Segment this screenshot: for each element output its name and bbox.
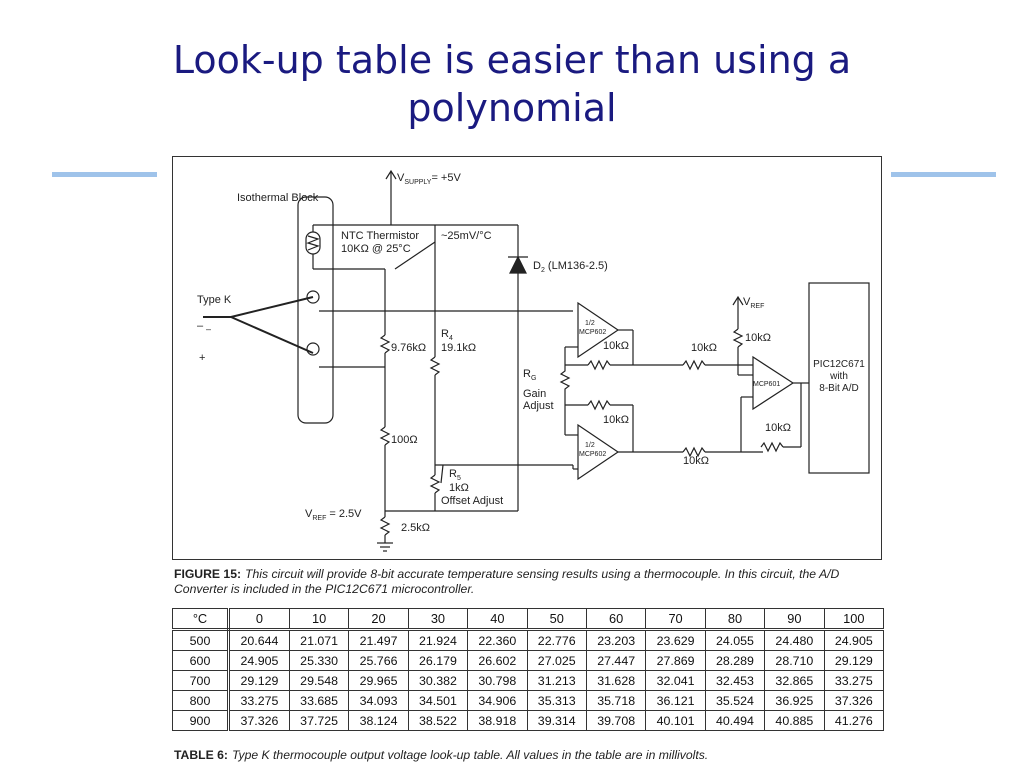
- table-cell: 39.314: [527, 711, 586, 731]
- column-header: 80: [705, 609, 764, 630]
- table-cell: 37.326: [824, 691, 883, 711]
- table-cell: 35.313: [527, 691, 586, 711]
- r10k-in-label: 10kΩ: [691, 342, 717, 354]
- figure-caption: [174, 567, 886, 597]
- table-cell: 40.494: [705, 711, 764, 731]
- column-header: 50: [527, 609, 586, 630]
- row-temperature: 800: [173, 691, 229, 711]
- column-header: 30: [408, 609, 467, 630]
- r10k-low-label: 10kΩ: [683, 455, 709, 467]
- column-header: 90: [765, 609, 824, 630]
- column-header: 20: [349, 609, 408, 630]
- table-cell: 21.497: [349, 630, 408, 651]
- table-cell: 40.885: [765, 711, 824, 731]
- table-cell: 25.766: [349, 651, 408, 671]
- table-cell: 41.276: [824, 711, 883, 731]
- circuit-diagram: [172, 156, 882, 560]
- table-cell: 24.905: [824, 630, 883, 651]
- table-cell: 25.330: [289, 651, 348, 671]
- adjust-label: Adjust: [523, 400, 554, 412]
- table-cell: 37.326: [229, 711, 290, 731]
- slide-title: [0, 36, 1024, 132]
- table-cell: 36.121: [646, 691, 705, 711]
- r4-label: $R_4$: [441, 328, 453, 342]
- pic-label-line-3: 8-Bit A/D: [819, 383, 859, 394]
- table-cell: 29.129: [229, 671, 290, 691]
- isothermal-block-label: Isothermal Block: [237, 192, 319, 204]
- r25k-label: 2.5kΩ: [401, 522, 431, 534]
- r10k-vref-label: 10kΩ: [745, 332, 771, 344]
- table-cell: 38.522: [408, 711, 467, 731]
- pic-label-line-1: PIC12C671: [813, 359, 865, 370]
- column-header: 100: [824, 609, 883, 630]
- pic-label-line-2: with: [830, 371, 848, 382]
- mcp601-label: MCP601: [753, 381, 781, 388]
- table-cell: 26.179: [408, 651, 467, 671]
- table-cell: 38.918: [468, 711, 527, 731]
- table-cell: 38.124: [349, 711, 408, 731]
- table-cell: 27.025: [527, 651, 586, 671]
- table-cell: 21.071: [289, 630, 348, 651]
- ntc-rating-label: 10KΩ @ 25°C: [341, 243, 411, 255]
- slope-label: ~25mV/°C: [441, 230, 492, 242]
- table-caption-label: TABLE 6:: [174, 748, 228, 762]
- table-cell: 29.548: [289, 671, 348, 691]
- d2-label: $D_2$ (LM136-2.5): [533, 260, 608, 274]
- r10k-feedback-label: 10kΩ: [765, 422, 791, 434]
- column-header: 40: [468, 609, 527, 630]
- table-cell: 24.905: [229, 651, 290, 671]
- table-cell: 23.629: [646, 630, 705, 651]
- table-cell: 20.644: [229, 630, 290, 651]
- type-k-label: Type K: [197, 294, 232, 306]
- table-row: [173, 630, 884, 651]
- r5-label: $R_5$: [449, 468, 461, 482]
- table-row: [173, 691, 884, 711]
- row-temperature: 500: [173, 630, 229, 651]
- ntc-thermistor-label: NTC Thermistor: [341, 230, 420, 242]
- table-cell: 35.718: [586, 691, 645, 711]
- opamp-upper-part: MCP602: [579, 329, 607, 336]
- vref-right-label: $V_{REF}$: [743, 296, 765, 310]
- rg-label: $R_G$: [523, 368, 537, 382]
- r5-value-label: 1kΩ: [449, 482, 469, 494]
- table-cell: 24.480: [765, 630, 824, 651]
- opamp-upper-fraction: 1/2: [585, 320, 595, 327]
- right-accent-rule: [890, 172, 996, 177]
- column-header: 60: [586, 609, 645, 630]
- table-header-row: [173, 609, 884, 630]
- table-cell: 35.524: [705, 691, 764, 711]
- unit-header: °C: [173, 609, 229, 630]
- table-cell: 27.447: [586, 651, 645, 671]
- table-cell: 31.628: [586, 671, 645, 691]
- r10k-mid-label: 10kΩ: [603, 414, 629, 426]
- table-cell: 22.360: [468, 630, 527, 651]
- table-cell: 28.710: [765, 651, 824, 671]
- table-caption-text: Type K thermocouple output voltage look-up table. All values in the table are in millivolts.: [231, 748, 709, 762]
- tc-minus-terminal: –: [206, 324, 212, 334]
- slide-title-line-2: polynomial: [407, 86, 617, 130]
- table-cell: 27.869: [646, 651, 705, 671]
- table-cell: 31.213: [527, 671, 586, 691]
- row-temperature: 600: [173, 651, 229, 671]
- vref-left-label: $V_{REF} = 2.5V$: [305, 508, 362, 522]
- table-cell: 24.055: [705, 630, 764, 651]
- table-row: [173, 711, 884, 731]
- vsupply-label: $V_{SUPPLY}= +5V$: [397, 172, 461, 186]
- table-cell: 26.602: [468, 651, 527, 671]
- tc-minus-label: –: [197, 320, 204, 332]
- r4-value-label: 19.1kΩ: [441, 342, 477, 354]
- table-cell: 22.776: [527, 630, 586, 651]
- opamp-lower-fraction: 1/2: [585, 442, 595, 449]
- offset-adjust-label: Offset Adjust: [441, 495, 504, 507]
- table-cell: 30.382: [408, 671, 467, 691]
- row-temperature: 900: [173, 711, 229, 731]
- table-cell: 28.289: [705, 651, 764, 671]
- table-cell: 33.685: [289, 691, 348, 711]
- table-cell: 33.275: [824, 671, 883, 691]
- opamp-lower-part: MCP602: [579, 451, 607, 458]
- table-caption: [174, 748, 886, 763]
- circuit-schematic: [173, 157, 881, 559]
- table-cell: 21.924: [408, 630, 467, 651]
- table-cell: 34.906: [468, 691, 527, 711]
- tc-plus-label: +: [199, 352, 206, 364]
- table-cell: 30.798: [468, 671, 527, 691]
- column-header: 10: [289, 609, 348, 630]
- figure-caption-label: FIGURE 15:: [174, 567, 242, 581]
- left-accent-rule: [52, 172, 158, 177]
- figure-caption-text: This circuit will provide 8-bit accurate temperature sensing results using a thermocouple. In this circuit, the A/D Converter is included in the PIC12C671 microcontroller.: [174, 567, 840, 596]
- lookup-table: [172, 608, 884, 731]
- column-header: 0: [229, 609, 290, 630]
- table-cell: 32.453: [705, 671, 764, 691]
- gain-label: Gain: [523, 388, 547, 400]
- table-cell: 40.101: [646, 711, 705, 731]
- table-row: [173, 671, 884, 691]
- table-cell: 33.275: [229, 691, 290, 711]
- r100-label: 100Ω: [391, 434, 418, 446]
- row-temperature: 700: [173, 671, 229, 691]
- r976-label: 9.76kΩ: [391, 342, 427, 354]
- table-cell: 29.965: [349, 671, 408, 691]
- table-cell: 29.129: [824, 651, 883, 671]
- table-cell: 32.041: [646, 671, 705, 691]
- r10k-upper-label: 10kΩ: [603, 340, 629, 352]
- column-header: 70: [646, 609, 705, 630]
- table-cell: 39.708: [586, 711, 645, 731]
- table-cell: 23.203: [586, 630, 645, 651]
- table-cell: 36.925: [765, 691, 824, 711]
- table-cell: 37.725: [289, 711, 348, 731]
- slide-title-line-1: Look-up table is easier than using a: [172, 38, 852, 82]
- table-cell: 34.093: [349, 691, 408, 711]
- table-cell: 32.865: [765, 671, 824, 691]
- table-cell: 34.501: [408, 691, 467, 711]
- table-row: [173, 651, 884, 671]
